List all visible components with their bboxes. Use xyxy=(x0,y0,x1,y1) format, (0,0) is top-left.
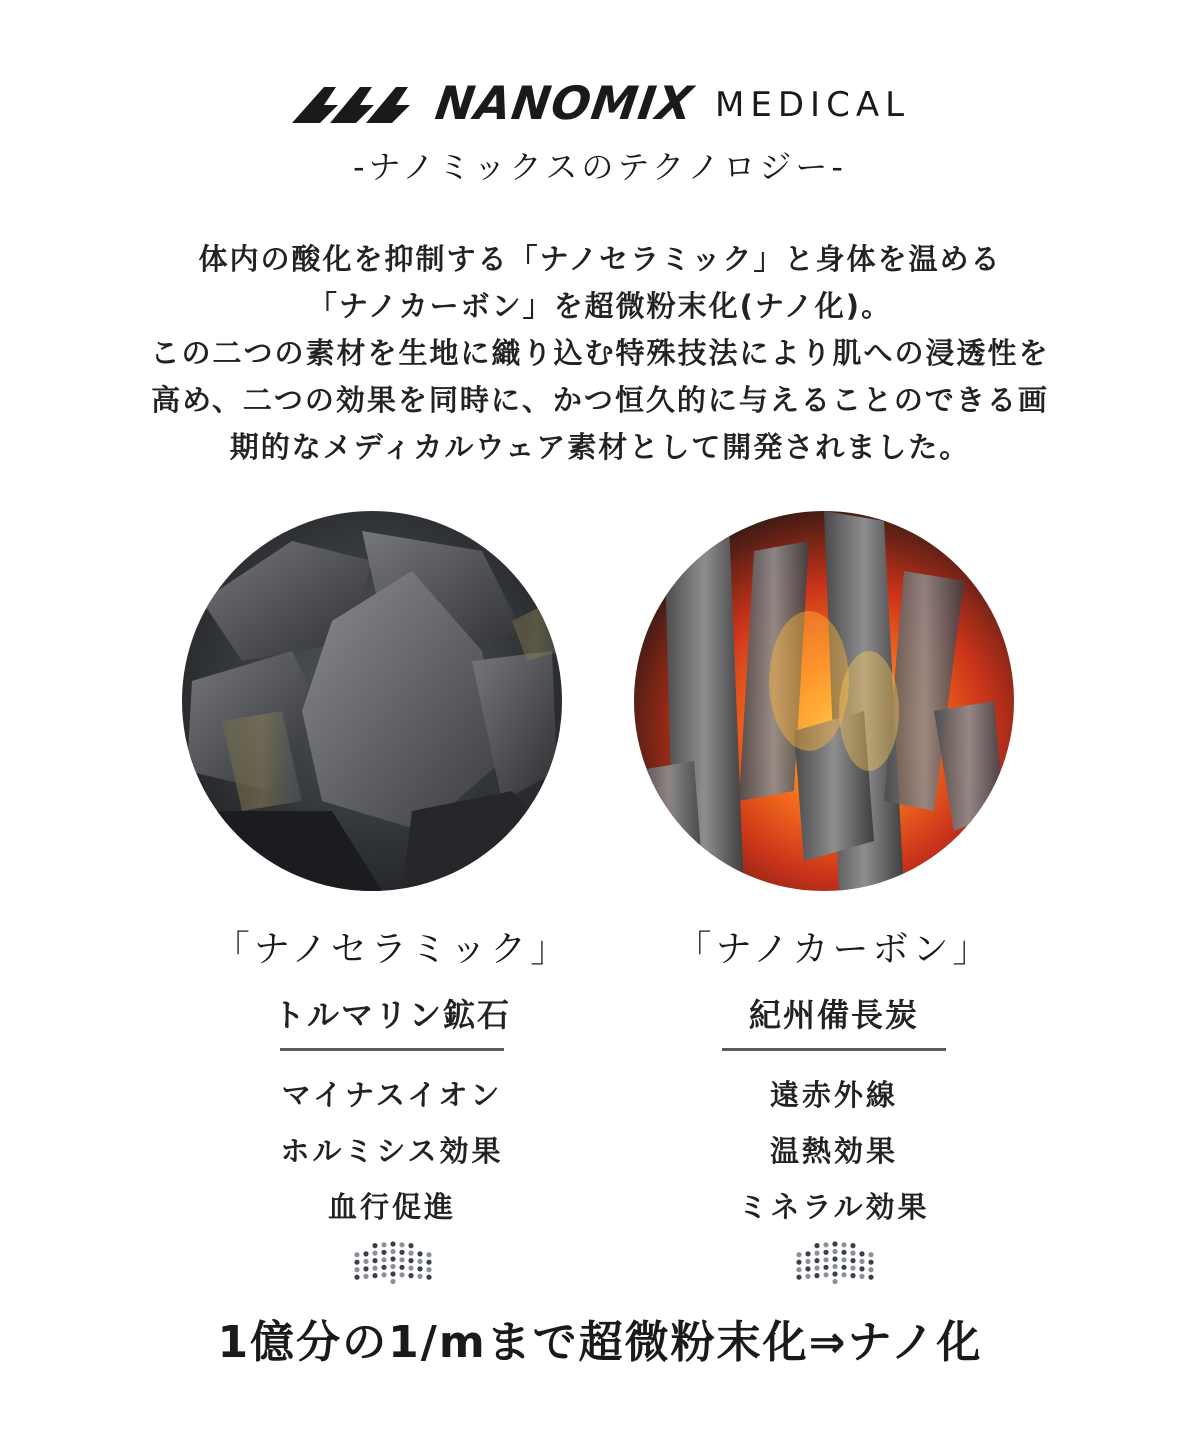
brand-logo-mark xyxy=(290,81,422,125)
effect-list xyxy=(182,1067,602,1235)
dot xyxy=(805,1251,810,1256)
dot xyxy=(823,1250,828,1255)
dot xyxy=(805,1266,810,1271)
conclusion-text: 1億分の1/mまで超微粉末化⇒ナノ化 xyxy=(217,1317,983,1368)
effect-item: 遠赤外線 xyxy=(769,1078,898,1112)
dot xyxy=(399,1250,404,1255)
dot xyxy=(363,1274,368,1279)
dot xyxy=(859,1251,864,1256)
dot xyxy=(426,1267,431,1272)
material-source: トルマリン鉱石 xyxy=(272,996,511,1034)
dot xyxy=(841,1265,846,1270)
dot xyxy=(417,1266,422,1271)
dot xyxy=(390,1256,395,1261)
dot xyxy=(814,1251,819,1256)
material-source: 紀州備長炭 xyxy=(748,996,919,1034)
dot xyxy=(390,1264,395,1269)
material-title: 「ナノカーボン」 xyxy=(675,929,993,970)
dot xyxy=(850,1266,855,1271)
dot xyxy=(841,1250,846,1255)
dot xyxy=(859,1274,864,1279)
dot-arrow-icon xyxy=(795,1240,875,1288)
dot xyxy=(417,1274,422,1279)
dot xyxy=(823,1242,828,1247)
intro-line: 期的なメディカルウェア素材として開発されました。 xyxy=(229,430,971,464)
dot xyxy=(354,1267,359,1272)
effect-item: ホルミシス効果 xyxy=(280,1134,504,1168)
dot xyxy=(399,1242,404,1247)
dot xyxy=(372,1243,377,1248)
dot xyxy=(408,1258,413,1263)
dot xyxy=(390,1241,395,1246)
effect-item: ミネラル効果 xyxy=(738,1190,930,1224)
dot xyxy=(354,1252,359,1257)
dot xyxy=(381,1242,386,1247)
dot xyxy=(354,1275,359,1280)
dot xyxy=(363,1251,368,1256)
dot xyxy=(814,1266,819,1271)
brand-sub: MEDICAL xyxy=(715,85,911,125)
dot xyxy=(796,1252,801,1257)
intro-line: 体内の酸化を抑制する「ナノセラミック」と身体を温める xyxy=(198,242,1002,276)
dot xyxy=(408,1266,413,1271)
dot xyxy=(408,1273,413,1278)
intro-line: この二つの素材を生地に織り込む特殊技法により肌への浸透性を xyxy=(150,336,1050,370)
dot xyxy=(363,1266,368,1271)
dot xyxy=(805,1274,810,1279)
dot xyxy=(841,1257,846,1262)
brand-name: NANOMIX xyxy=(432,76,697,130)
dot xyxy=(796,1260,801,1265)
effect-item: マイナスイオン xyxy=(281,1078,503,1112)
dot xyxy=(408,1243,413,1248)
dot xyxy=(859,1266,864,1271)
tourmaline-photo xyxy=(182,511,562,891)
dot xyxy=(832,1279,837,1284)
effect-item: 血行促進 xyxy=(327,1190,456,1224)
dot xyxy=(850,1251,855,1256)
dot xyxy=(372,1258,377,1263)
material-title: 「ナノセラミック」 xyxy=(213,929,571,970)
dot xyxy=(381,1257,386,1262)
dot xyxy=(859,1259,864,1264)
dot xyxy=(426,1275,431,1280)
dot xyxy=(372,1251,377,1256)
dot xyxy=(868,1252,873,1257)
dot xyxy=(426,1252,431,1257)
intro-line: 高め、二つの効果を同時に、かつ恒久的に与えることのできる画 xyxy=(151,383,1049,417)
dot xyxy=(841,1242,846,1247)
divider xyxy=(280,1048,504,1051)
dot xyxy=(408,1251,413,1256)
brand-header xyxy=(0,78,1200,128)
dot xyxy=(796,1267,801,1272)
dot xyxy=(814,1258,819,1263)
dot xyxy=(832,1256,837,1261)
dot xyxy=(363,1259,368,1264)
dot xyxy=(381,1272,386,1277)
dot xyxy=(832,1264,837,1269)
dot xyxy=(372,1266,377,1271)
dot xyxy=(796,1275,801,1280)
effect-list xyxy=(624,1067,1044,1235)
dot xyxy=(390,1249,395,1254)
dot xyxy=(381,1265,386,1270)
dot xyxy=(823,1272,828,1277)
effect-item: 温熱効果 xyxy=(769,1134,898,1168)
dot xyxy=(805,1259,810,1264)
nano-ceramic-column xyxy=(182,922,602,1235)
dot xyxy=(823,1257,828,1262)
dot xyxy=(390,1271,395,1276)
dot xyxy=(399,1272,404,1277)
dot xyxy=(850,1258,855,1263)
dot-arrow-icon xyxy=(353,1240,433,1288)
tagline: -ナノミックスのテクノロジー- xyxy=(353,148,847,186)
binchotan-photo xyxy=(634,511,1014,891)
dot xyxy=(426,1260,431,1265)
dot xyxy=(868,1260,873,1265)
intro-line: 「ナノカーボン」を超微粉末化(ナノ化)。 xyxy=(307,289,893,323)
dot xyxy=(832,1249,837,1254)
dot xyxy=(850,1273,855,1278)
dot xyxy=(417,1259,422,1264)
dot xyxy=(814,1243,819,1248)
dot xyxy=(381,1250,386,1255)
intro-text xyxy=(100,236,1100,471)
dot xyxy=(372,1273,377,1278)
nano-carbon-column xyxy=(624,922,1044,1235)
dot xyxy=(417,1251,422,1256)
dot xyxy=(841,1272,846,1277)
dot xyxy=(850,1243,855,1248)
dot xyxy=(832,1271,837,1276)
dot xyxy=(399,1257,404,1262)
dot xyxy=(399,1265,404,1270)
divider xyxy=(722,1048,946,1051)
dot xyxy=(354,1260,359,1265)
dot xyxy=(868,1267,873,1272)
dot xyxy=(390,1279,395,1284)
dot xyxy=(868,1275,873,1280)
dot xyxy=(823,1265,828,1270)
dot xyxy=(832,1241,837,1246)
dot xyxy=(814,1273,819,1278)
